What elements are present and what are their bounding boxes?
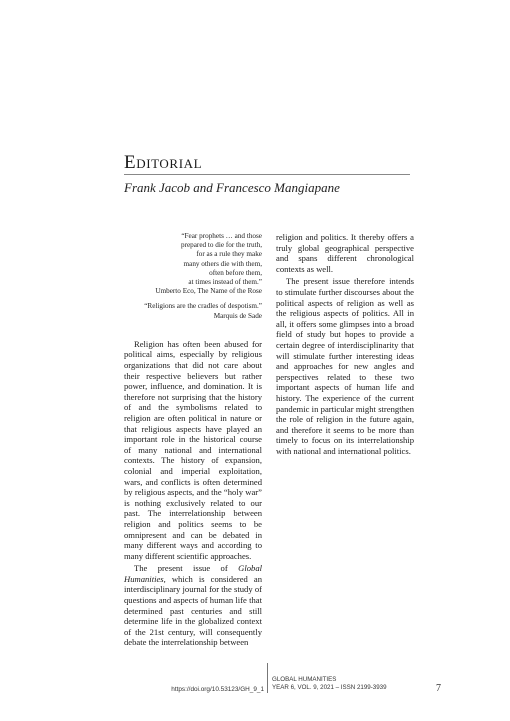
author-line: Frank Jacob and Francesco Mangiapane xyxy=(124,180,340,195)
journal-title: GLOBAL HUMANITIES xyxy=(272,676,337,683)
epigraph-line: many others die with them, xyxy=(183,259,262,268)
epigraph-attribution: Umberto Eco, The Name of the Rose xyxy=(155,287,262,296)
paragraph-3-text: The present issue therefore intends to stimulate further discourses about the political aspects of religion as well as the religious aspects of politics. All in all, it offers some glimpses into a broad field of study but hopes to provide a certain degree of interdisciplinarity that will stimulate further interesting ideas and approaches for new angles and perspectives related to these two important aspects of human life and history. The experience of the current pandemic in particular might strengthen the role of religion in the future again, and therefore it seems to be more than timely to focus on its interrelationship with national and international politics. xyxy=(276,276,414,456)
epigraph-attribution: Marquis de Sade xyxy=(213,311,262,320)
epigraph-2 xyxy=(124,302,262,320)
paragraph-2-post: , which is considered an interdisciplinary journal for the study of questions and aspects of human life that determined past centuries and still determine life in the globalized context of the 21st century, will consequently debate the interrelationship between xyxy=(124,573,262,648)
paragraph-3 xyxy=(276,276,414,456)
article-title: Editorial xyxy=(124,152,203,173)
paragraph-2-pre: The present issue of xyxy=(134,563,239,574)
right-column xyxy=(276,232,414,456)
footer-divider xyxy=(267,663,268,693)
paragraph-2 xyxy=(124,563,262,648)
body-text-left xyxy=(124,339,262,648)
epigraph-1 xyxy=(124,232,262,296)
journal-info xyxy=(272,676,387,693)
epigraph-line: prepared to die for the truth, xyxy=(180,241,262,250)
doi-link[interactable]: https://doi.org/10.53123/GH_9_1 xyxy=(171,686,264,693)
epigraph-line: for as a rule they make xyxy=(196,250,262,259)
epigraph-line: “Fear prophets … and those xyxy=(181,232,262,240)
epigraph-line: at times instead of them.” xyxy=(188,278,262,287)
journal-name-italic: Global Humanities xyxy=(124,563,262,584)
paragraph-2-continued: religion and politics. It thereby offers a truly global geographical perspective and spans different chronological contexts as well. xyxy=(276,232,414,274)
paragraph-1 xyxy=(124,339,262,561)
epigraph-line: often before them, xyxy=(209,268,262,277)
left-column xyxy=(124,232,262,648)
epigraph-line: “Religions are the cradles of despotism.” xyxy=(144,302,262,311)
title-rule xyxy=(124,174,410,175)
page-number: 7 xyxy=(436,683,441,694)
journal-volume: YEAR 6, VOL. 9, 2021 – ISSN 2199-3939 xyxy=(272,684,387,692)
paragraph-1-text: Religion has often been abused for political aims, especially by religious organizations that did not care about their respective believers but rather power, influence, and domination. It is therefore not surprising that the history of and the symbolisms related to religion are often political in nature or that religious aspects have played an important role in the historical course of many national and international contexts. The history of expansion, colonial and imperial exploitation, wars, and conflicts is often determined by religious aspects, and the “holy war” is nothing exclusively related to our past. The interrelationship between religion and politics seems to be omnipresent and can be debated in many different ways and according to many different scientific approaches. xyxy=(124,338,262,561)
